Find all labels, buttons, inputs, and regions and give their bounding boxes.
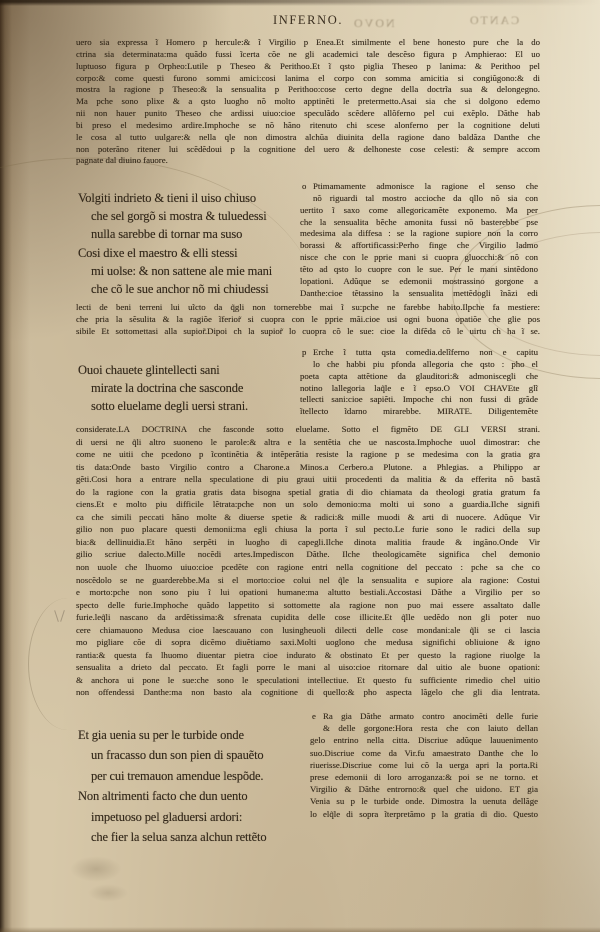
- smudge-mark: [70, 856, 122, 882]
- verse-line: [78, 361, 313, 379]
- line-text: mirate la doctrina che sasconde: [91, 381, 244, 396]
- verse-block-3: [78, 725, 318, 847]
- showthrough-text-right: CANTO: [468, 13, 520, 27]
- verse-line: [78, 280, 313, 298]
- line-text: Ouoi chauete glintellecti sani: [78, 363, 220, 377]
- line-text: Et gia uenia su per le turbide onde: [78, 728, 244, 742]
- commentary-line: uertito ĩ saxo come allegoricamẽte exponemo. Ma per: [300, 204, 538, 215]
- commentary-line: che la sensualita bẽche amonita fussi nõ basterebbe pse: [300, 216, 538, 227]
- commentary-line: lopationi. Adũque se edemonii mostrassino gorgone a: [300, 275, 538, 286]
- text-line: corpo:& come questi furono sommi amici:cosi lanima el corpo con somma amicitia si congiũgono:& di: [76, 72, 540, 83]
- line-text: per cui tremauon amendue lespõde.: [91, 768, 264, 783]
- line-text: & delle gorgone:Hora resta che con laiuto dellan: [323, 723, 538, 734]
- verse-block-1: [78, 189, 313, 298]
- verse-line: [78, 207, 313, 225]
- verse-line: [78, 225, 313, 243]
- text-line: mostra la ragione p Theseo:& la sensualita p Perithoo:cose certo degne della doctrĩa sua & delongegno.: [76, 84, 540, 95]
- commentary-line: suo.Discriue come da Vir.fu amaestrato Danthe che lo: [310, 747, 538, 758]
- text-line: ctrina sia determinata:ma quãdo fussi ĩcerta cõe ne gli academici tale descẽso figura p Amphierao: El uo: [76, 48, 540, 59]
- line-text: pagnate dal diuino fauore.: [76, 155, 168, 166]
- verse-line: [78, 725, 318, 745]
- text-line: e morto:pche non sono piu ĩ lui opationi humane:ma altutto bestiali.Accostasi Dãthe a Virgilio per so: [76, 587, 540, 598]
- text-line: lecti de beni terreni lui uĩcto da q̃gli non tornerebbe mai ĩ su:pche ne farebbe habito.Ilpche fa mestiere:: [76, 302, 540, 312]
- bridge-paragraph: [76, 302, 540, 338]
- text-line: ca che simili peccati hãno molte & diuerse spetie & radici:& mille muodi & arti di nuocere. Adũque Vir: [76, 511, 540, 522]
- text-line: non offendessi Danthe:ma non basto ala cognitione di quello:& pho aspecta lãgelo che gli dia lentrata.: [76, 687, 540, 698]
- text-line: non poterãno ritener lui scẽdẽdoui p la cognitione del uero & delhoneste cose celesti: & sempre accom: [76, 143, 540, 154]
- text-line: considerate.LA DOCTRINA che fasconde sotto eluelame. Sotto el figmẽto DE GLI VERSI strani.: [76, 424, 540, 434]
- text-line: gilio non puo placare questi demonii:ma egli chiusa la porta ĩ sul pecto.Le furie sono le radici della sup: [76, 524, 540, 535]
- commentary-line: riuerisse.Discriue come lui cõ la uerga apri la porta.Ri: [310, 759, 538, 770]
- line-text: un fracasso dun son pien di spauẽto: [91, 748, 264, 763]
- intro-paragraph: [76, 37, 540, 167]
- commentary-line: [300, 347, 538, 359]
- initial-guide-letter: o: [302, 181, 307, 191]
- commentary-line: Venia su p le turbide onde. Dimostra la uenuta dellãge: [310, 796, 538, 807]
- commentary-line: poeta capta attẽtione da glauditori:& admoniscegli che: [300, 370, 538, 381]
- line-text: che sel gorgõ si mostra & tuluedessi: [91, 209, 267, 224]
- text-line: specto delle furie.Imphoche quãdo lappetito si sottomette ala ragione non puo mai essere assaltato dalle: [76, 599, 540, 610]
- commentary-line: [310, 710, 538, 722]
- line-text: Ptimamamente admonisce la ragione el senso che: [313, 181, 538, 191]
- line-text: Cosi dixe el maestro & elli stessi: [78, 245, 238, 260]
- text-line: gilio scriue dalecto.Mille nocẽdi artes.Impediscon Dãthe. Ilche theologicamẽte significa chel demonio: [76, 549, 540, 560]
- line-text: lo che habbi piu pfonda allegoria che qsto : pho el: [313, 358, 538, 369]
- verse-line: [78, 786, 318, 806]
- text-line: gẽti.Cosi hora a entrare nella speculatione di piu graui uitii procedenti da malitia & da efferita nõ bastã: [76, 474, 540, 485]
- text-line: come ne uitii che pcedono p ĩcontinẽtia & intẽperãtia resiste la ragione p se medesima con la gratia gra: [76, 449, 540, 460]
- commentary-block-1: [300, 181, 538, 299]
- verse-line: [78, 766, 318, 786]
- commentary-line: lo elq̃le di sopra ĩterpretãmo p la gratia di dio. Questo: [310, 808, 538, 819]
- commentary-block-3: [310, 710, 538, 820]
- commentary-line: medesima ala diffesa : se la ragione supiore non la corro: [300, 228, 538, 239]
- commentary-line: ĩtellecto ĩdarno mirarebbe. MIRATE. Diligentemẽte: [300, 406, 538, 417]
- commentary-line: [300, 181, 538, 193]
- line-text: nulla sarebbe di tornar ma suso: [91, 227, 243, 242]
- line-text: Volgiti indrieto & tieni il uiso chiuso: [78, 191, 256, 205]
- text-line: bi preso el medesimo ardire.Imphoche se nõ hãno ritenuto chi scese alonferno per la cognitione deluti: [76, 119, 540, 130]
- text-line: uero sia expressa ĩ Homero p hercule:& ĩ Virgilio p Enea.Et similmente el bene honesto pure che la do: [76, 37, 540, 47]
- text-line: luptuoso figura p Orpheo:Lutile p Theseo & Perithoo.Et ĩ qsto piglia Theseo p lanima: & Perithoo pel: [76, 60, 540, 71]
- text-line: ciens.Et e molto piu difficile lẽtrata:pche non un solo demonio:ma molti ui sono a guardia.Ilche signifi: [76, 499, 540, 510]
- commentary-line: tẽto ad qsto lo cuopre con le sue. Per le mani sintẽdono: [300, 263, 538, 274]
- text-line: nii non hauer punito Theseo che ardissi uiuo:cioe speculãdo scẽdere allõferno pel cui exẽplo. Dãthe hab: [76, 108, 540, 119]
- text-line: le cosa al tutto uulgare:& nella qle non dimostra alchũa diuinita della ragione dano baldãza Danthe che: [76, 131, 540, 142]
- commentary-line: Danthe:cioe tẽtassino la sensualita mettẽdogli ĩnãzi edi: [300, 287, 538, 298]
- text-line: furie.leq̃li nascano da ardẽtissima:& sfrenata cupidita delle cose illicite.Et q̃lle uedẽdo non gli poter nuo: [76, 612, 540, 623]
- line-text: che fier la selua sanza alchun rettẽto: [91, 830, 267, 845]
- verse-line: [78, 379, 313, 397]
- text-line: rantia:& questa fa lhuomo diuentar pietra cioe indurato & obstinato Et per questo la ragione riuolge la: [76, 649, 540, 660]
- text-line: di uersi ne q̃li altro suoneno le parole:& altra e la sentẽtia che ue nascosta.Imphoche uuol dimostrar: che: [76, 436, 540, 447]
- commentary-block-2: [300, 347, 538, 418]
- commentary-line: tellecti sani:cioe sapiẽti. Impoche chi non fussi di grãde: [300, 394, 538, 405]
- showthrough-text-left: NOVO: [352, 16, 395, 30]
- page-bottom-edge: [0, 927, 600, 932]
- text-line: che pria la sẽsulita & la ragiõe ĩferior̃ si cuopra con le pprie mãi.cioe usi ogni buona opatiõe che glie pos: [76, 313, 540, 324]
- text-line: mo pigliare cõe di sopra dicẽmo diuẽtiamo saxi.Molti uoglono che medusa significhi obliuione & igno: [76, 637, 540, 648]
- line-text: mi uolse: & non sattene ale mie mani: [91, 263, 273, 278]
- page-top-edge: [0, 0, 600, 6]
- line-text: sotto eluelame degli uersi strani.: [91, 399, 249, 414]
- verse-line: [78, 397, 313, 415]
- verse-block-2: [78, 361, 313, 416]
- text-line: noscẽdolo se ne guarderebbe.Ma si el morto:cioe colui nel q̃le la sensualita e supiore ala ragione: Costui: [76, 574, 540, 585]
- text-line: do la ragione con la gratia gratis data bisogna spetial gratia di dio chiamata da theologi gratia gratum fa: [76, 486, 540, 497]
- main-commentary-paragraph: [76, 423, 540, 699]
- commentary-line: notino lallegoria laq̃le e ĩ epso.O VOI CHAVEte glĩ: [300, 382, 538, 393]
- text-line: sensualita a drieto dal peccato. Et fagli porre le mani al uiso:cioe ritornare dal uitio ale buone opationi:: [76, 662, 540, 673]
- commentary-line: [300, 359, 538, 371]
- text-line: & anchora ui pone le sue:che sono le speculationi intellectiue. Et questo fu sufficiente rimedio chel uitio: [76, 674, 540, 685]
- commentary-line: [310, 722, 538, 734]
- verse-line: [78, 244, 313, 262]
- line-text: Ra gia Dãthe armato contro anocimẽti delle furie: [323, 711, 538, 721]
- verse-line: [78, 262, 313, 280]
- commentary-line: Virgilio & Dãthe entrorno:& quel che uidono. ET gia: [310, 784, 538, 795]
- text-line: bia:& dellinuidia.Et hãno serpẽti in luogho di capegli.Ilche dinota malitia fraude & ingãno.Onde Vir: [76, 536, 540, 547]
- line-text: nõ riguardi tal mostro accioche da qllo nõ sia con: [313, 192, 538, 203]
- text-line: tis data:Onde basto Virgilio contro a Charone.a Minos.a Cerbero.a Plutone. a Phlegias. a Philippo ar: [76, 461, 540, 472]
- commentary-line: nisce che con le pprie mani si cuopra gluocchi:& nõ con: [300, 252, 538, 263]
- line-text: impetuoso pel gladuersi ardori:: [91, 809, 243, 824]
- commentary-line: prese edemonii di loro arroganza:& poi se ne torno. et: [310, 772, 538, 783]
- text-line: sibile Et sottomettasi alla supior̃.Dipoi ch la supior̃ lo cuopra cõ le sue: cioe la difẽda cõ le uirtu ch ha ĩ se.: [76, 325, 540, 336]
- verse-line: [78, 807, 318, 827]
- commentary-line: [300, 193, 538, 205]
- line-text: che cõ le sue anchor nõ mi chiudessi: [91, 282, 269, 297]
- verse-line: [78, 745, 318, 765]
- pencil-mark: [52, 610, 68, 622]
- text-line: cere chiamauono Medusa cioe laescauano con lusingheuoli dilecti delle cose mondani:ale q̃li se ci lascia: [76, 624, 540, 635]
- line-text: Non altrimenti facto che dun uento: [78, 789, 248, 804]
- commentary-line: gelo entrino nella citta. Discriue adũque lauuenimento: [310, 735, 538, 746]
- verse-line: [78, 189, 313, 207]
- initial-guide-letter: e: [312, 711, 316, 721]
- text-line: non uuole che lhuomo uiuo:cioe pcedẽte con ragione entri nella cognitione del peccato : pche sa che co: [76, 562, 540, 573]
- verse-line: [78, 827, 318, 847]
- initial-guide-letter: p: [302, 347, 307, 357]
- text-line: [76, 155, 540, 167]
- smudge-mark: [88, 884, 128, 902]
- page-title: INFERNO.: [272, 13, 344, 27]
- line-text: Erche ĩ tutta qsta comedia.delĩferno non e capitu: [313, 347, 538, 357]
- commentary-line: borassi & affortificassi:Perho finge che Virgilio ladmo: [300, 240, 538, 251]
- text-line: Ma pche sono plixe & a qsto luogho nõ molto apptinẽti le pretermetto.Asai sia che si dolgono edemo: [76, 96, 540, 107]
